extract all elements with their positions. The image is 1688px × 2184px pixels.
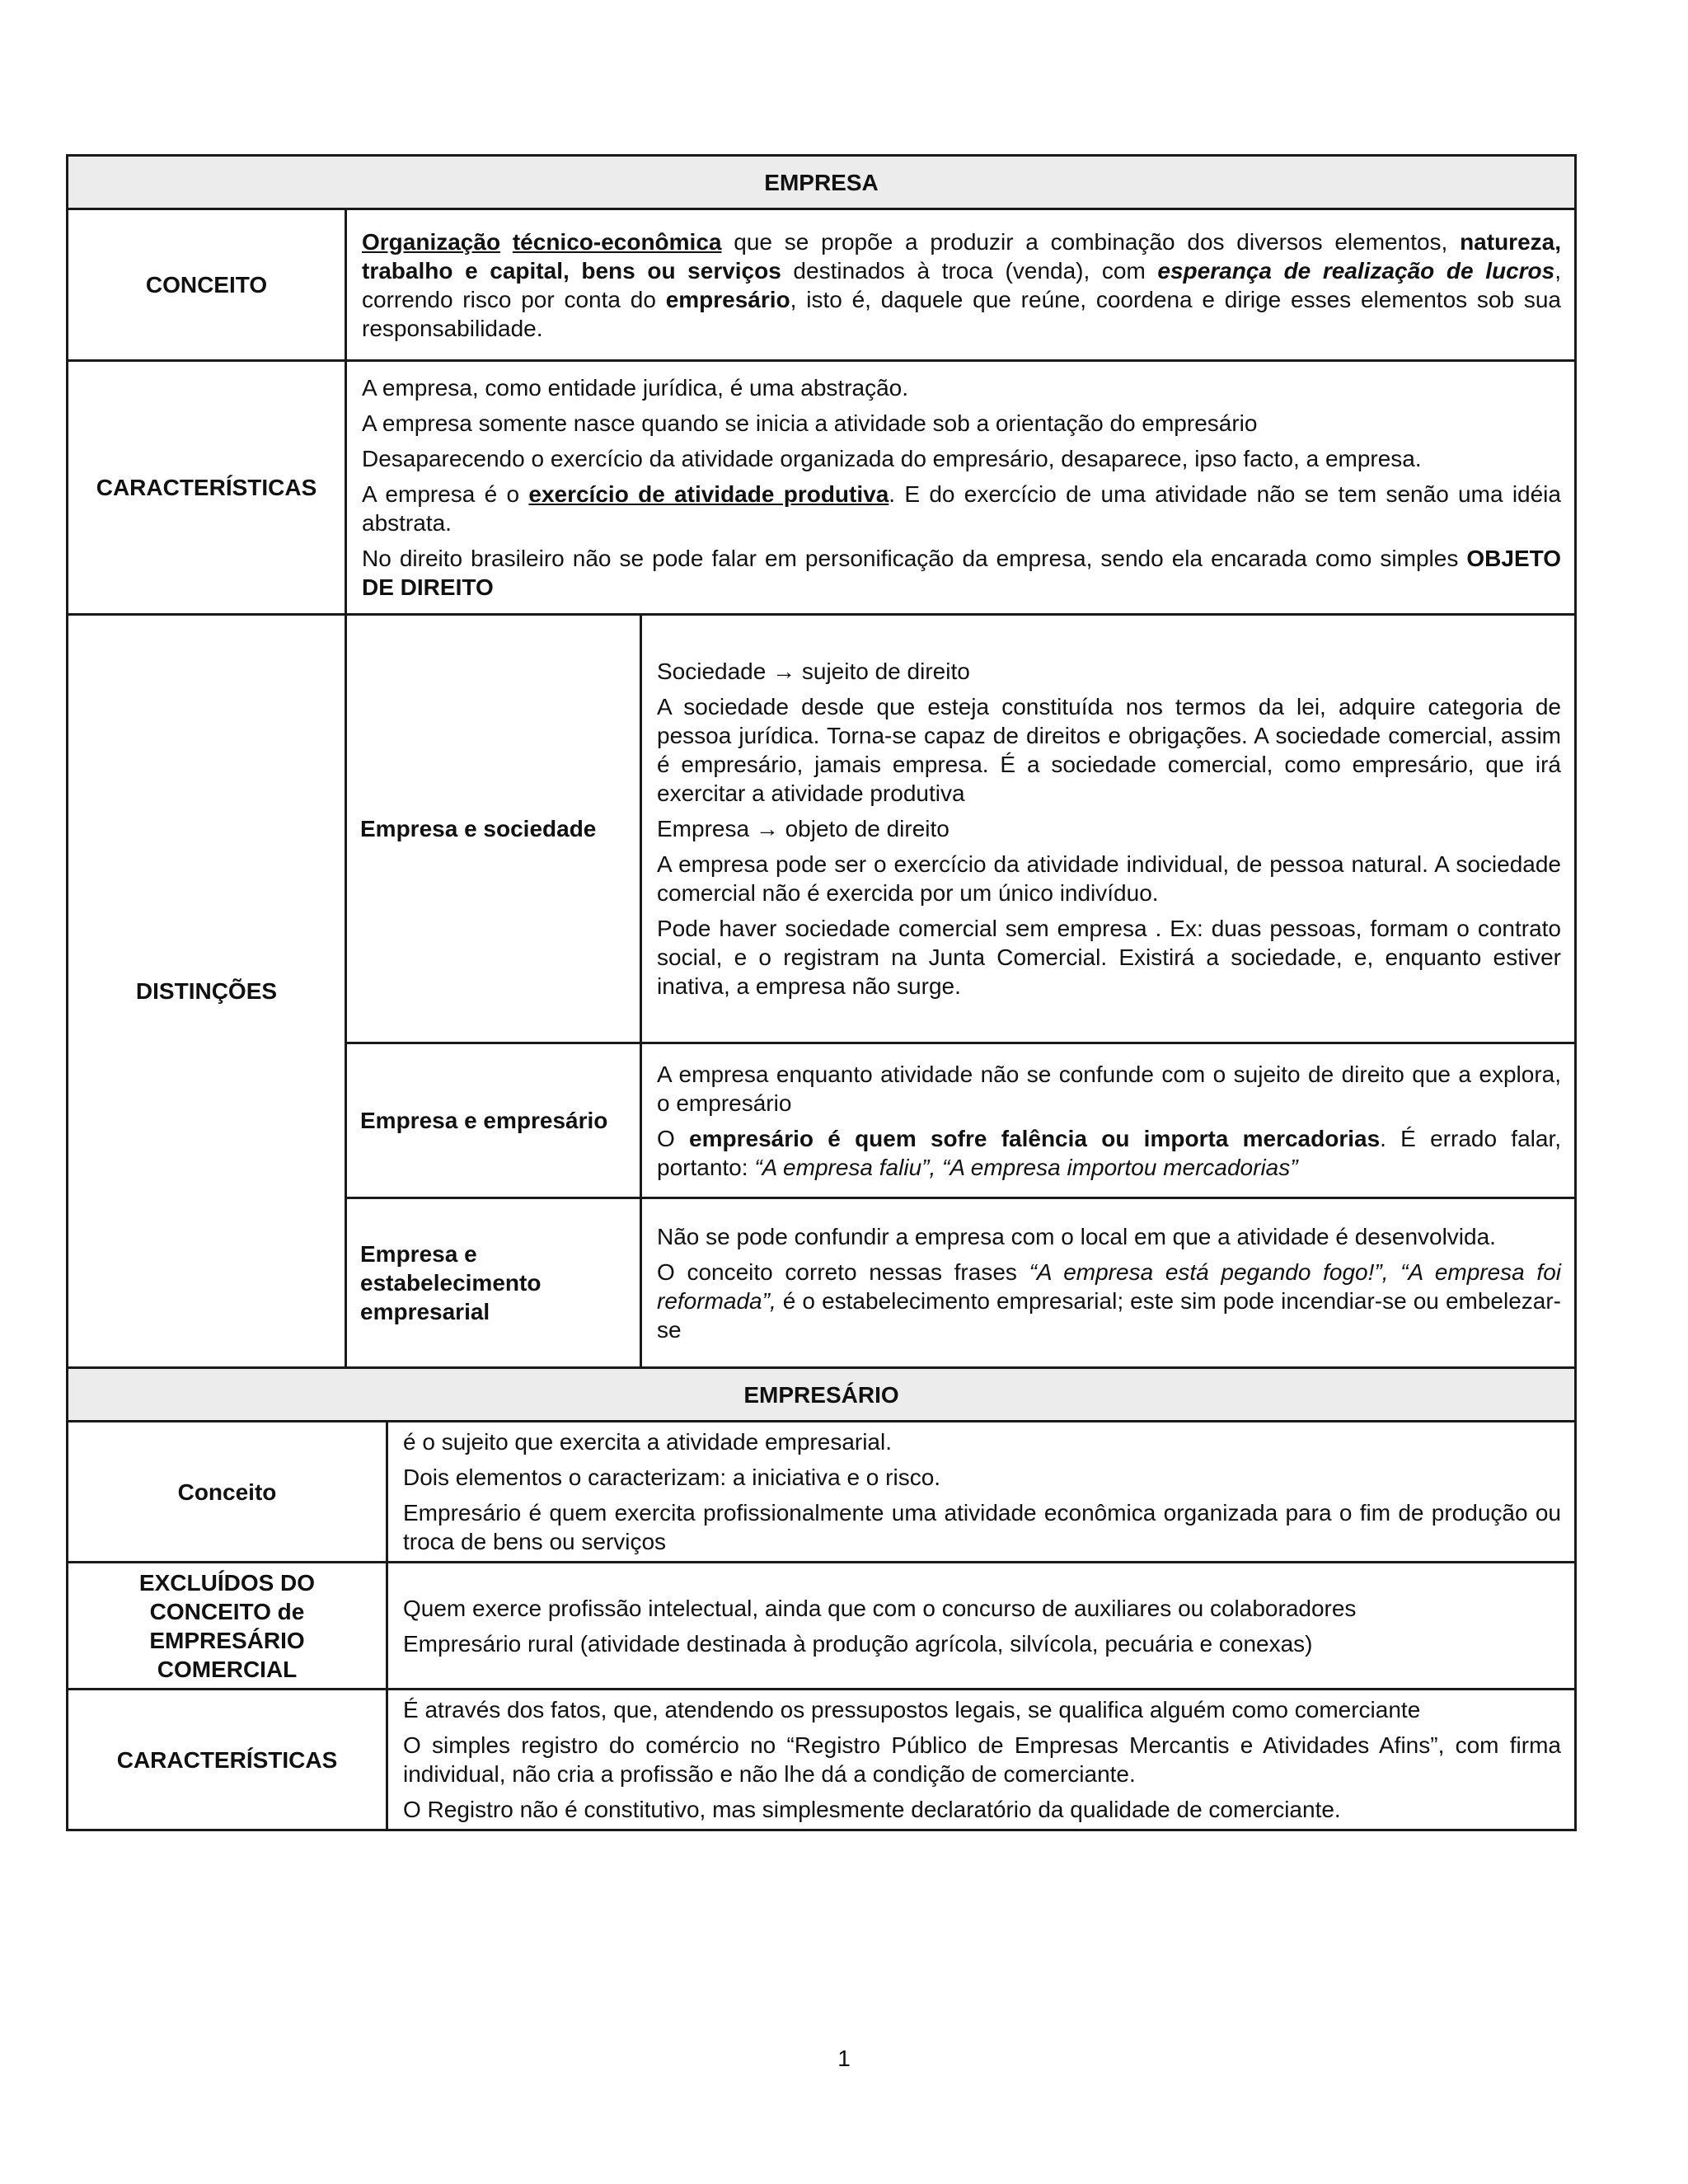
text-segment: No direito brasileiro não se pode falar em personificação da empresa, sendo ela encarada como simples	[362, 546, 1467, 571]
empresario-heading: EMPRESÁRIO	[68, 1368, 1576, 1422]
caracteristica-item: O simples registro do comércio no “Registro Público de Empresas Mercantis e Atividades Afins”, com firma individual, não cria a profissão e não lhe dá a condição de comerciante.	[403, 1732, 1561, 1787]
conceito-item: Empresário é quem exercita profissionalmente uma atividade econômica organizada para o fim de produção ou troca de bens ou serviços	[403, 1500, 1561, 1554]
term-atividade-produtiva: exercício de atividade produtiva	[528, 481, 889, 507]
term-tecnico-economica: técnico-econômica	[512, 228, 722, 255]
page-number: 1	[837, 2046, 851, 2071]
empresa-table	[66, 154, 1577, 1369]
caracteristica-item: É através dos fatos, que, atendendo os pressupostos legais, se qualifica alguém como comerciante	[403, 1697, 1421, 1722]
conceito-label: CONCEITO	[68, 209, 346, 361]
conceito-content	[346, 209, 1576, 361]
text-segment: O	[657, 1125, 690, 1151]
conceito-paragraph	[362, 227, 1561, 343]
conceito-item: é o sujeito que exercita a atividade empresarial.	[403, 1429, 893, 1455]
empresario-caracteristicas-content	[387, 1690, 1576, 1830]
term-falencia: empresário é quem sofre falência ou importa mercadorias	[689, 1125, 1381, 1151]
caracteristica-item: A empresa, como entidade jurídica, é uma abstração.	[362, 375, 909, 401]
caracteristica-item	[362, 480, 1561, 537]
text-segment: é o estabelecimento empresarial; este sim pode incendiar-se ou embelezar-se	[657, 1287, 1561, 1343]
text-space	[500, 229, 513, 255]
distincao-item	[657, 1258, 1561, 1344]
caracteristicas-label: CARACTERÍSTICAS	[68, 361, 346, 615]
distincao-item: Sociedade → sujeito de direito	[657, 658, 970, 684]
distincoes-label: DISTINÇÕES	[68, 615, 346, 1368]
conceito-item: Dois elementos o caracterizam: a iniciativa e o risco.	[403, 1465, 941, 1490]
distincao-item: Pode haver sociedade comercial sem empresa . Ex: duas pessoas, formam o contrato social, e o registram na Junta Comercial. Existirá a sociedade, e, enquanto estiver inativa, a empresa não surge.	[657, 916, 1561, 999]
caracteristicas-content	[346, 361, 1576, 615]
term-empresario: empresário	[665, 286, 790, 312]
caracteristica-item: Desaparecendo o exercício da atividade organizada do empresário, desaparece, ipso facto, a empresa.	[362, 446, 1422, 471]
text-segment: . É errado falar, portanto:	[657, 1125, 1561, 1180]
distincao-item: A empresa pode ser o exercício da atividade individual, de pessoa natural. A sociedade comercial não é exercida por um único indivíduo.	[657, 851, 1561, 906]
excluidos-content	[387, 1563, 1576, 1690]
text-segment: destinados à troca (venda), com	[781, 257, 1158, 284]
distincao-item: Não se pode confundir a empresa com o local em que a atividade é desenvolvida.	[657, 1223, 1496, 1249]
empresario-content	[641, 1043, 1576, 1198]
empresario-caracteristicas-label: CARACTERÍSTICAS	[68, 1690, 387, 1830]
distincao-item: A sociedade desde que esteja constituída nos termos da lei, adquire categoria de pessoa jurídica. Torna-se capaz de direitos e obrigações. A sociedade comercial, assim é empresário, jamais empresa. É a sociedade comercial, como empresário, que irá exercitar a atividade produtiva	[657, 694, 1561, 806]
text-segment: , isto é, daquele que reúne, coordena e dirige esses elementos sob sua responsabilidade.	[362, 286, 1562, 341]
empresario-conceito-content	[387, 1422, 1576, 1563]
distincao-item: Empresa → objeto de direito	[657, 816, 950, 841]
term-objeto-direito: OBJETO DE DIREITO	[362, 546, 1561, 600]
caracteristica-item: A empresa somente nasce quando se inicia a atividade sob a orientação do empresário	[362, 410, 1258, 436]
document-page	[66, 154, 1574, 1831]
quote-exemplos: “A empresa faliu”, “A empresa importou mercadorias”	[754, 1154, 1298, 1180]
term-esperanca-lucros: esperança de realização de lucros	[1157, 257, 1555, 284]
excluidos-label: EXCLUÍDOS DO CONCEITO de EMPRESÁRIO COMERCIAL	[68, 1563, 387, 1690]
text-segment: , correndo risco por conta do	[362, 257, 1562, 312]
text-segment: O conceito correto nessas frases	[657, 1258, 1029, 1285]
term-organizacao: Organização	[362, 228, 501, 255]
empresario-conceito-label: Conceito	[68, 1422, 387, 1563]
estabelecimento-label: Empresa e estabelecimento empresarial	[346, 1198, 641, 1368]
sociedade-label: Empresa e sociedade	[346, 615, 641, 1043]
distincao-item	[657, 1124, 1561, 1182]
sociedade-content	[641, 615, 1576, 1043]
excluido-item: Quem exerce profissão intelectual, ainda que com o concurso de auxiliares ou colaboradores	[403, 1595, 1357, 1621]
caracteristica-item	[362, 544, 1561, 602]
quote-exemplos: “A empresa está pegando fogo!”, “A empresa foi reformada”,	[657, 1258, 1561, 1314]
estabelecimento-content	[641, 1198, 1576, 1368]
caracteristica-item: O Registro não é constitutivo, mas simplesmente declaratório da qualidade de comerciante.	[403, 1797, 1341, 1822]
term-elementos: natureza, trabalho e capital, bens ou serviços	[362, 228, 1562, 284]
text-segment: que se propõe a produzir a combinação dos diversos elementos,	[721, 228, 1461, 255]
distincao-item: A empresa enquanto atividade não se confunde com o sujeito de direito que a explora, o empresário	[657, 1061, 1561, 1116]
empresa-heading: EMPRESA	[68, 156, 1576, 209]
excluido-item: Empresário rural (atividade destinada à produção agrícola, silvícola, pecuária e conexas)	[403, 1630, 1313, 1657]
empresario-label: Empresa e empresário	[346, 1043, 641, 1198]
text-segment: . E do exercício de uma atividade não se tem senão uma idéia abstrata.	[362, 481, 1561, 536]
text-segment: A empresa é o	[362, 481, 529, 507]
empresario-table	[66, 1366, 1577, 1831]
